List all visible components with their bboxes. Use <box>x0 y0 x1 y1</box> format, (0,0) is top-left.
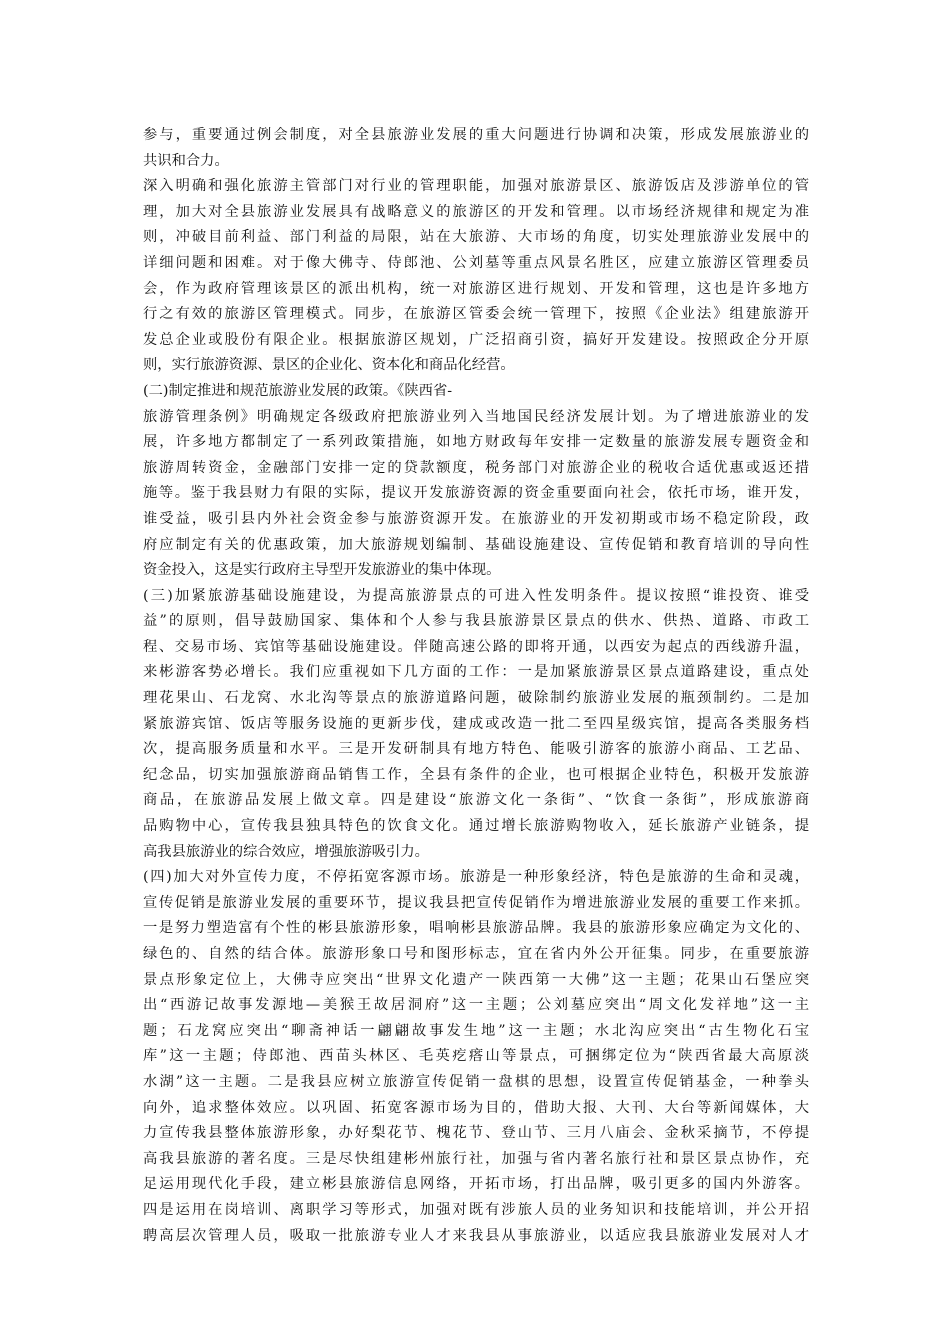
text-line: 行之有效的旅游区管理模式。同步，在旅游区管委会统一管理下，按照《企业法》组建旅游开 <box>143 306 809 323</box>
text-line: 会，作为政府管理该景区的派出机构，统一对旅游区进行规划、开发和管理，这也是许多地方 <box>143 280 809 297</box>
text-line: 一是努力塑造富有个性的彬县旅游形象，唱响彬县旅游品牌。我县的旅游形象应确定为文化的、 <box>143 920 809 937</box>
text-line: 宣传促销是旅游业发展的重要环节，提议我县把宣传促销作为增进旅游业发展的重要工作来抓。 <box>143 894 809 911</box>
text-line: (四)加大对外宣传力度，不停拓宽客源市场。旅游是一种形象经济，特色是旅游的生命和灵魂， <box>143 869 809 886</box>
text-line: 向外，追求整体效应。以巩固、拓宽客源市场为目的，借助大报、大刊、大台等新闻媒体，大 <box>143 1099 809 1116</box>
text-line: 高我县旅游的著名度。三是尽快组建彬州旅行社，加强与省内著名旅行社和景区景点协作，充 <box>143 1150 809 1167</box>
text-line: 益”的原则，倡导鼓励国家、集体和个人参与我县旅游景区景点的供水、供热、道路、市政工 <box>143 613 809 630</box>
text-line: 府应制定有关的优惠政策，加大旅游规划编制、基础设施建设、宣传促销和教育培训的导向性 <box>143 536 809 553</box>
text-line: 高我县旅游业的综合效应，增强旅游吸引力。 <box>143 843 429 860</box>
text-line: 施等。鉴于我县财力有限的实际，提议开发旅游资源的资金重要面向社会，依托市场，谁开发， <box>143 485 809 502</box>
text-line: 出“西游记故事发源地—美猴王故居洞府”这一主题；公刘墓应突出“周文化发祥地”这一主 <box>143 997 809 1014</box>
text-line: 水湖”这一主题。二是我县应树立旅游宣传促销一盘棋的思想，设置宣传促销基金，一种拳头 <box>143 1073 809 1090</box>
text-line: (二)制定推进和规范旅游业发展的政策。《陕西省- <box>143 382 453 399</box>
text-line: 谁受益，吸引县内外社会资金参与旅游资源开发。在旅游业的开发初期或市场不稳定阶段，政 <box>143 510 809 527</box>
text-line: 理，加大对全县旅游业发展具有战略意义的旅游区的开发和管理。以市场经济规律和规定为准 <box>143 203 809 220</box>
text-line: 共识和合力。 <box>143 152 229 169</box>
text-line: (三)加紧旅游基础设施建设，为提高旅游景点的可进入性发明条件。提议按照“谁投资、谁受 <box>143 587 809 604</box>
text-line: 来彬游客势必增长。我们应重视如下几方面的工作：一是加紧旅游景区景点道路建设，重点处 <box>143 664 809 681</box>
text-line: 则，冲破目前利益、部门利益的局限，站在大旅游、大市场的角度，切实处理旅游业发展中的 <box>143 229 809 246</box>
text-line: 则，实行旅游资源、景区的企业化、资本化和商品化经营。 <box>143 357 515 374</box>
text-line: 四是运用在岗培训、离职学习等形式，加强对既有涉旅人员的业务知识和技能培训，并公开招 <box>143 1201 809 1218</box>
text-line: 旅游周转资金，金融部门安排一定的贷款额度，税务部门对旅游企业的税收合适优惠或返还措 <box>143 459 809 476</box>
text-line: 次，提高服务质量和水平。三是开发研制具有地方特色、能吸引游客的旅游小商品、工艺品、 <box>143 741 809 758</box>
text-line: 力宣传我县整体旅游形象，办好梨花节、槐花节、登山节、三月八庙会、金秋采摘节，不停提 <box>143 1125 809 1142</box>
text-line: 展，许多地方都制定了一系列政策措施，如地方财政每年安排一定数量的旅游发展专题资金和 <box>143 434 809 451</box>
text-line: 景点形象定位上，大佛寺应突出“世界文化遗产一陕西第一大佛”这一主题；花果山石堡应突 <box>143 971 809 988</box>
text-line: 深入明确和强化旅游主管部门对行业的管理职能，加强对旅游景区、旅游饭店及涉游单位的管 <box>143 178 809 195</box>
text-line: 详细问题和困难。对于像大佛寺、侍郎池、公刘墓等重点风景名胜区，应建立旅游区管理委员 <box>143 254 809 271</box>
text-line: 足运用现代化手段，建立彬县旅游信息网络，开拓市场，打出品牌，吸引更多的国内外游客。 <box>143 1176 809 1193</box>
text-line: 库”这一主题；侍郎池、西苗头林区、毛英疙瘩山等景点，可捆绑定位为“陕西省最大高原淡 <box>143 1048 809 1065</box>
text-line: 程、交易市场、宾馆等基础设施建设。伴随高速公路的即将开通，以西安为起点的西线游升温， <box>143 638 809 655</box>
text-line: 资金投入，这是实行政府主导型开发旅游业的集中体现。 <box>143 562 501 579</box>
text-line: 商品，在旅游品发展上做文章。四是建设“旅游文化一条街”、“饮食一条街”，形成旅游商 <box>143 792 809 809</box>
document-body <box>143 123 809 1249</box>
text-line: 纪念品，切实加强旅游商品销售工作，全县有条件的企业，也可根据企业特色，积极开发旅游 <box>143 766 809 783</box>
text-line: 参与，重要通过例会制度，对全县旅游业发展的重大问题进行协调和决策，形成发展旅游业的 <box>143 127 809 143</box>
text-line: 紧旅游宾馆、饭店等服务设施的更新步伐，建成或改造一批二至四星级宾馆，提高各类服务档 <box>143 715 809 732</box>
text-line: 聘高层次管理人员，吸取一批旅游专业人才来我县从事旅游业，以适应我县旅游业发展对人才 <box>143 1227 809 1244</box>
text-line: 发总企业或股份有限企业。根据旅游区规划，广泛招商引资，搞好开发建设。按照政企分开原 <box>143 331 809 348</box>
text-line: 旅游管理条例》明确规定各级政府把旅游业列入当地国民经济发展计划。为了增进旅游业的发 <box>143 408 809 425</box>
text-line: 绿色的、自然的结合体。旅游形象口号和图形标志，宜在省内外公开征集。同步，在重要旅游 <box>143 946 809 962</box>
text-line: 理花果山、石龙窝、水北沟等景点的旅游道路问题，破除制约旅游业发展的瓶颈制约。二是加 <box>143 690 809 707</box>
text-line: 品购物中心，宣传我县独具特色的饮食文化。通过增长旅游购物收入，延长旅游产业链条，提 <box>143 818 809 835</box>
text-line: 题；石龙窝应突出“聊斋神话一翩翩故事发生地”这一主题；水北沟应突出“古生物化石宝 <box>143 1022 809 1039</box>
